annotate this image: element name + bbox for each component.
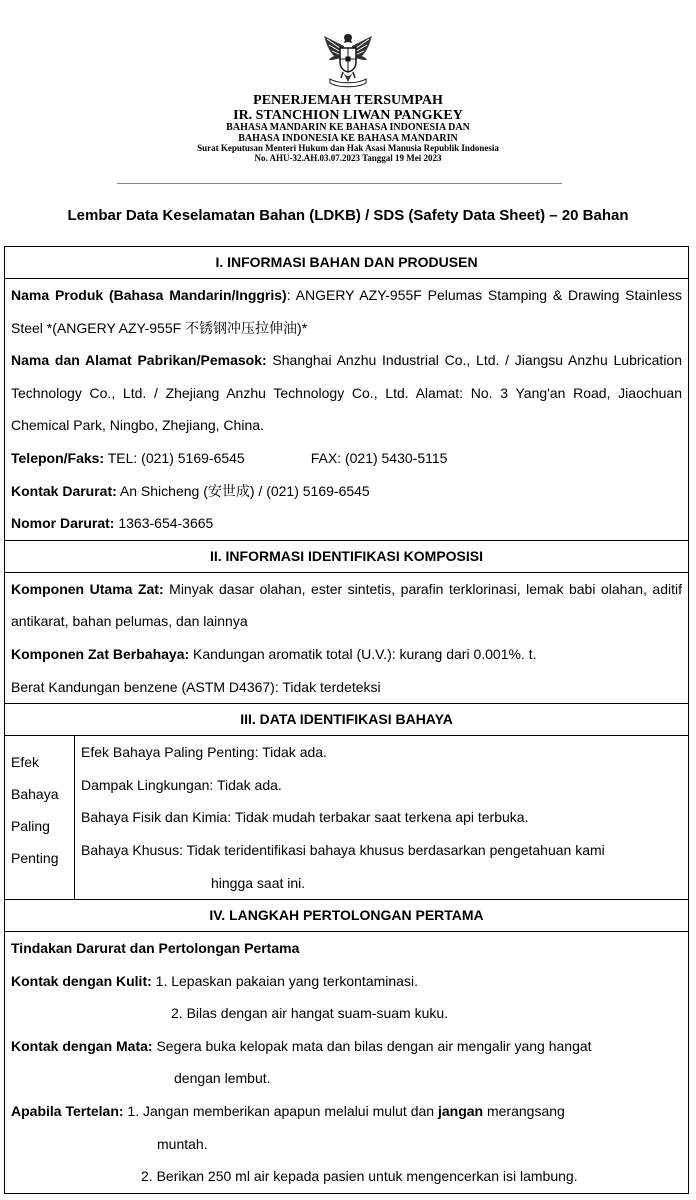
license-number: No. AHU-32.AH.03.07.2023 Tanggal 19 Mei 2023 <box>254 152 442 163</box>
product-name-row <box>11 279 682 344</box>
emergency-number-label: Nomor Darurat: <box>11 515 115 532</box>
emergency-contact-value: An Shicheng (安世成) / (021) 5169-6545 <box>116 482 370 499</box>
special-hazard-cont: hingga saat ini. <box>211 874 306 891</box>
section-4-heading: IV. LANGKAH PERTOLONGAN PERTAMA <box>5 900 688 932</box>
special-hazard: Bahaya Khusus: Tidak teridentifikasi bahaya khusus berdasarkan pengetahuan kami <box>81 841 605 858</box>
benzene-row: Berat Kandungan benzene (ASTM D4367): Tidak terdeteksi <box>11 678 381 695</box>
hazard-effect: Efek Bahaya Paling Penting: Tidak ada. <box>81 744 327 761</box>
product-name-label: Nama Produk (Bahasa Mandarin/Inggris) <box>11 287 287 303</box>
emergency-number-value: 1363-654-3665 <box>114 515 214 532</box>
hazard-label-word: Bahaya <box>11 786 59 803</box>
emergency-number-row <box>11 507 682 540</box>
section-3-heading: III. DATA IDENTIFIKASI BAHAYA <box>5 704 688 736</box>
translator-language-1: BAHASA MANDARIN KE BAHASA INDONESIA DAN <box>226 122 470 134</box>
skin-contact-row <box>11 965 682 998</box>
skin-contact-label: Kontak dengan Kulit: <box>11 972 152 989</box>
garuda-emblem-icon <box>322 32 374 90</box>
hazard-row-label <box>5 736 75 899</box>
eye-contact-row <box>11 1030 682 1063</box>
swallow-step-1-cont: muntah. <box>157 1135 208 1152</box>
section-1-heading: I. INFORMASI BAHAN DAN PRODUSEN <box>5 247 688 279</box>
swallow-step-2: 2. Berikan 250 ml air kepada pasien untuk mengencerkan isi lambung. <box>141 1168 578 1185</box>
translator-title: PENERJEMAH TERSUMPAH <box>253 93 443 108</box>
environmental-impact: Dampak Lingkungan: Tidak ada. <box>81 776 282 793</box>
hazard-table <box>5 736 688 900</box>
phone-fax-label: Telepon/Faks: <box>11 449 105 466</box>
section-1-body <box>5 279 688 541</box>
phone-value: TEL: (021) 5169-6545 <box>104 449 245 466</box>
fax-value: FAX: (021) 5430-5115 <box>310 449 448 466</box>
hazard-label-word: Efek <box>11 754 40 771</box>
emphasis-text: jangan <box>437 1103 484 1120</box>
manufacturer-label: Nama dan Alamat Pabrikan/Pemasok: <box>11 352 267 369</box>
section-2-heading: II. INFORMASI IDENTIFIKASI KOMPOSISI <box>5 541 688 573</box>
phone-fax-row <box>11 442 682 475</box>
hazard-details <box>75 736 688 899</box>
document-title: Lembar Data Keselamatan Bahan (LDKB) / SDS (Safety Data Sheet) – 20 Bahan <box>67 207 629 224</box>
emergency-contact-row <box>11 475 682 508</box>
hazardous-component-label: Komponen Zat Berbahaya: <box>11 645 190 662</box>
emergency-contact-label: Kontak Darurat: <box>11 482 117 499</box>
eye-step-1: Segera buka kelopak mata dan bilas dengan air mengalir yang hangat <box>152 1037 592 1054</box>
manufacturer-row <box>11 344 682 442</box>
section-4-body <box>5 932 688 1193</box>
swallow-row: Apabila Tertelan: 1. Jangan memberikan apapun melalui mulut dan jangan merangsang <box>11 1103 565 1120</box>
hazard-label-word: Penting <box>11 850 59 867</box>
swallow-label: Apabila Tertelan: <box>11 1103 124 1120</box>
skin-step-1: 1. Lepaskan pakaian yang terkontaminasi. <box>151 972 418 989</box>
product-name-value: : ANGERY AZY-955F Pelumas Stamping & Drawing Stainless Steel *(ANGERY AZY-955F 不锈钢冲压拉伸油)* <box>11 287 682 336</box>
skin-step-2: 2. Bilas dengan air hangat suam-suam kuku. <box>171 1005 449 1022</box>
physical-chemical-hazard: Bahaya Fisik dan Kimia: Tidak mudah terbakar saat terkena api terbuka. <box>81 809 529 826</box>
hazard-label-word: Paling <box>11 818 50 835</box>
translator-name: IR. STANCHION LIWAN PANGKEY <box>233 107 463 123</box>
main-component-row <box>11 573 682 638</box>
eye-step-cont: dengan lembut. <box>174 1070 271 1087</box>
translator-language-2: BAHASA INDONESIA KE BAHASA MANDARIN <box>238 132 458 144</box>
hazardous-component-value: Kandungan aromatik total (U.V.): kurang dari 0.001%. t. <box>189 645 537 662</box>
first-aid-subtitle: Tindakan Darurat dan Pertolongan Pertama <box>11 940 300 957</box>
main-component-value: Minyak dasar olahan, ester sintetis, parafin terklorinasi, lemak babi olahan, aditif antikarat, bahan pelumas, dan lainnya <box>11 580 683 630</box>
letterhead <box>0 32 696 163</box>
license-decree: Surat Keputusan Menteri Hukum dan Hak Asasi Manusia Republik Indonesia <box>197 143 499 154</box>
main-component-label: Komponen Utama Zat: <box>11 580 164 597</box>
eye-contact-label: Kontak dengan Mata: <box>11 1037 153 1054</box>
header-divider <box>117 183 562 184</box>
section-2-body <box>5 573 688 704</box>
manufacturer-value: Shanghai Anzhu Industrial Co., Ltd. / Jiangsu Anzhu Lubrication Technology Co., Ltd. / Zhejiang Anzhu Technology Co., Ltd. Alamat: No. 3 Yang'an Road, Jiaochuan Chemical Park, Ningbo, Zhejiang, China. <box>11 352 682 434</box>
sds-table <box>4 246 689 1194</box>
hazardous-component-row <box>11 638 682 671</box>
